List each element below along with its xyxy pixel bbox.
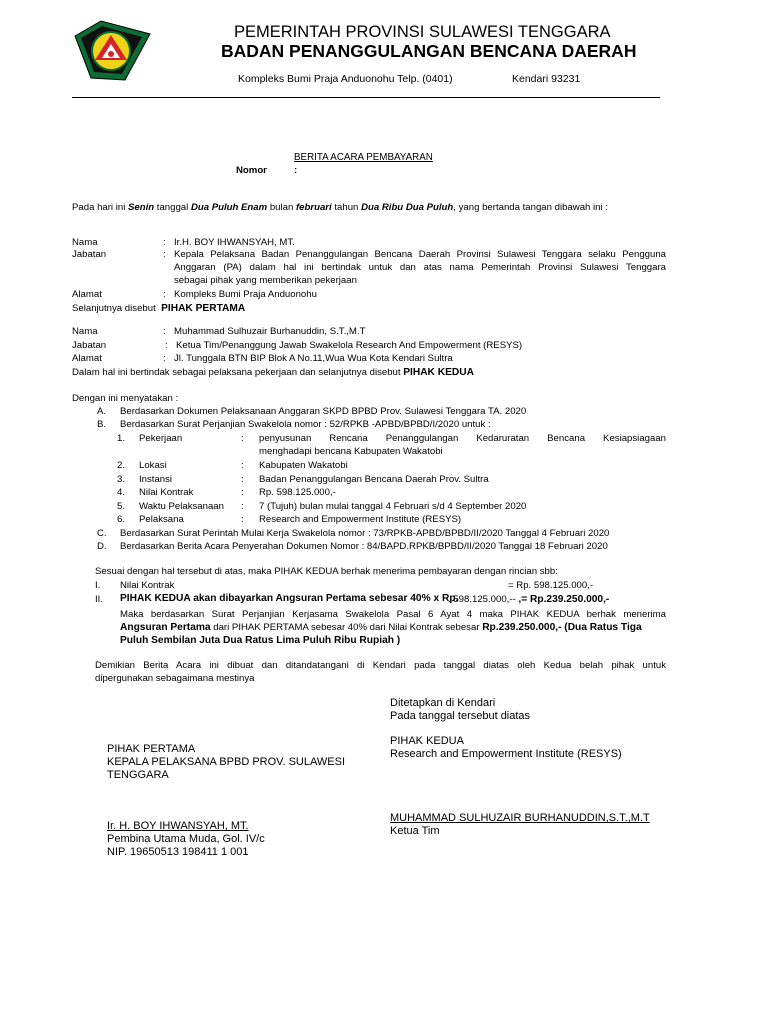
payment-ii-text: PIHAK KEDUA akan dibayarkan Angsuran Pertama sebesar 40% x Rp. [120, 593, 459, 604]
detail-value: Kabupaten Wakatobi [259, 460, 348, 471]
party2-address: Jl. Tunggala BTN BIP Blok A No.11,Wua Wua Kota Kendari Sultra [174, 353, 453, 364]
signature-right-name: MUHAMMAD SULHUZAIR BURHANUDDIN,S.T.,M.T [390, 812, 650, 824]
party1-referred-as: Selanjutnya disebut PIHAK PERTAMA [72, 303, 246, 314]
intro-paragraph: Pada hari ini Senin tanggal Dua Puluh Enam bulan februari tahun Dua Ribu Dua Puluh, yang bertanda tangan dibawah ini : [72, 202, 608, 213]
signature-left-name: Ir. H. BOY IHWANSYAH, MT. [107, 820, 249, 832]
detail-colon: : [241, 474, 244, 485]
signature-left-title1: PIHAK PERTAMA [107, 743, 196, 755]
signature-place: Ditetapkan di Kendari [390, 697, 496, 709]
document-title: BERITA ACARA PEMBAYARAN [294, 152, 433, 163]
detail-label: Pelaksana [139, 514, 184, 525]
signature-left-title3: TENGGARA [107, 769, 169, 781]
party2-name: Muhammad Sulhuzair Burhanuddin, S.T.,M.T [174, 326, 366, 337]
consideration-a-label: A. [97, 406, 107, 417]
signature-right-title1: PIHAK KEDUA [390, 735, 464, 747]
detail-colon: : [241, 433, 244, 444]
payment-ii-paragraph-line2: Angsuran Pertama dari PIHAK PERTAMA sebesar 40% dari Nilai Kontrak sebesar Rp.239.250.000,- (Dua Ratus Tiga [120, 622, 642, 633]
consideration-c: Berdasarkan Surat Perintah Mulai Kerja Swakelola nomor : 73/RPKB-APBD/BPBD/II/2020 Tanggal 4 Februari 2020 [120, 528, 610, 539]
payment-i-text: Nilai Kontrak [120, 580, 175, 591]
consideration-d: Berdasarkan Berita Acara Penyerahan Dokumen Nomor : 84/BAPD.RPKB/BPBD/II/2020 Tanggal 18 Februari 2020 [120, 541, 608, 552]
logo-dot [108, 51, 114, 57]
party2-name-colon: : [163, 326, 166, 337]
header-divider [72, 97, 660, 98]
party1-address-colon: : [163, 289, 166, 300]
party1-name-label: Nama [72, 237, 98, 248]
party2-position-colon: : [165, 340, 168, 351]
payment-intro: Sesuai dengan hal tersebut di atas, maka PIHAK KEDUA berhak menerima pembayaran dengan rincian sbb: [95, 566, 558, 577]
consideration-b-label: B. [97, 419, 107, 430]
detail-value: Badan Penanggulangan Bencana Daerah Prov. Sultra [259, 474, 489, 485]
payment-ii-label: II. [95, 594, 103, 605]
party1-name: Ir.H. BOY IHWANSYAH, MT. [174, 237, 295, 248]
signature-right-role: Ketua Tim [390, 825, 440, 837]
nomor-label: Nomor [236, 165, 267, 176]
party1-position-line3: sebagai pihak yang memberikan pekerjaan [174, 275, 357, 286]
detail-colon: : [241, 487, 244, 498]
detail-number: 2. [117, 460, 126, 471]
detail-label: Lokasi [139, 460, 167, 471]
signature-right-title2: Research and Empowerment Institute (RESYS) [390, 748, 622, 760]
detail-value: penyusunan Rencana Penanggulangan Kedaruratan Bencana Kesiapsiagaan [259, 433, 666, 444]
party1-address-label: Alamat [72, 289, 102, 300]
party1-position-line1: Kepala Pelaksana Badan Penanggulangan Bencana Daerah Provinsi Sulawesi Tenggara selaku Pengguna [174, 249, 666, 260]
detail-value: Rp. 598.125.000,- [259, 487, 336, 498]
bpbd-logo [72, 18, 152, 84]
detail-value-continued: menghadapi bencana Kabupaten Wakatobi [259, 446, 443, 457]
detail-colon: : [241, 501, 244, 512]
payment-ii-paragraph-line3: Puluh Sembilan Juta Dua Ratus Lima Puluh Ribu Rupiah ) [120, 635, 401, 646]
party1-name-colon: : [163, 237, 166, 248]
consideration-c-label: C. [97, 528, 107, 539]
detail-value: 7 (Tujuh) bulan mulai tanggal 4 Februari s/d 4 September 2020 [259, 501, 527, 512]
detail-number: 5. [117, 501, 126, 512]
signature-left-title2: KEPALA PELAKSANA BPBD PROV. SULAWESI [107, 756, 346, 768]
consideration-a: Berdasarkan Dokumen Pelaksanaan Anggaran SKPD BPBD Prov. Sulawesi Tenggara TA. 2020 [120, 406, 527, 417]
party2-statement: Dalam hal ini bertindak sebagai pelaksana pekerjaan dan selanjutnya disebut PIHAK KEDUA [72, 367, 474, 378]
detail-colon: : [241, 514, 244, 525]
consideration-d-label: D. [97, 541, 107, 552]
signature-left-rank: Pembina Utama Muda, Gol. IV/c [107, 833, 265, 845]
closing-line2: dipergunakan sebagaimana mestinya [95, 673, 255, 684]
detail-value: Research and Empowerment Institute (RESYS) [259, 514, 462, 525]
signature-left-nip: NIP. 19650513 198411 1 001 [107, 846, 249, 858]
payment-i-label: I. [95, 580, 101, 591]
party1-position-colon: : [163, 249, 166, 260]
party2-address-label: Alamat [72, 353, 102, 364]
detail-label: Instansi [139, 474, 173, 485]
payment-ii-paragraph-line1: Maka berdasarkan Surat Perjanjian Kerjasama Swakelola Pasal 6 Ayat 4 maka PIHAK KEDUA berhak menerima [120, 609, 666, 620]
party1-position-label: Jabatan [72, 249, 107, 260]
signature-date: Pada tanggal tersebut diatas [390, 710, 531, 722]
header-government: PEMERINTAH PROVINSI SULAWESI TENGGARA [234, 23, 611, 41]
party1-address: Kompleks Bumi Praja Anduonohu [174, 289, 317, 300]
party2-name-label: Nama [72, 326, 98, 337]
party2-position-label: Jabatan [72, 340, 107, 351]
detail-number: 3. [117, 474, 126, 485]
party2-position: Ketua Tim/Penanggung Jawab Swakelola Research And Empowerment (RESYS) [176, 340, 523, 351]
considerations-intro: Dengan ini menyatakan : [72, 393, 179, 404]
detail-label: Nilai Kontrak [139, 487, 194, 498]
closing-line1: Demikian Berita Acara ini dibuat dan ditandatangani di Kendari pada tanggal diatas oleh Kedua belah pihak untuk [95, 660, 666, 671]
detail-colon: : [241, 460, 244, 471]
detail-label: Pekerjaan [139, 433, 183, 444]
consideration-b: Berdasarkan Surat Perjanjian Swakelola nomor : 52/RPKB -APBD/BPBD/I/2020 untuk : [120, 419, 491, 430]
nomor-colon: : [294, 165, 298, 176]
header-address: Kompleks Bumi Praja Anduonohu Telp. (0401) [238, 73, 453, 85]
header-agency: BADAN PENANGGULANGAN BENCANA DAERAH [221, 41, 637, 61]
header-city: Kendari 93231 [512, 73, 581, 85]
payment-ii-calc: . 598.125.000,-- ,= Rp.239.250.000,- [448, 594, 610, 605]
detail-number: 4. [117, 487, 126, 498]
party1-position-line2: Anggaran (PA) dalam hal ini bertindak untuk dan atas nama Pemerintah Provinsi Sulawesi Tenggara [174, 262, 666, 273]
party2-address-colon: : [163, 353, 166, 364]
detail-number: 6. [117, 514, 126, 525]
detail-number: 1. [117, 433, 126, 444]
payment-i-value: = Rp. 598.125.000,- [508, 580, 594, 591]
detail-label: Waktu Pelaksanaan [139, 501, 224, 512]
